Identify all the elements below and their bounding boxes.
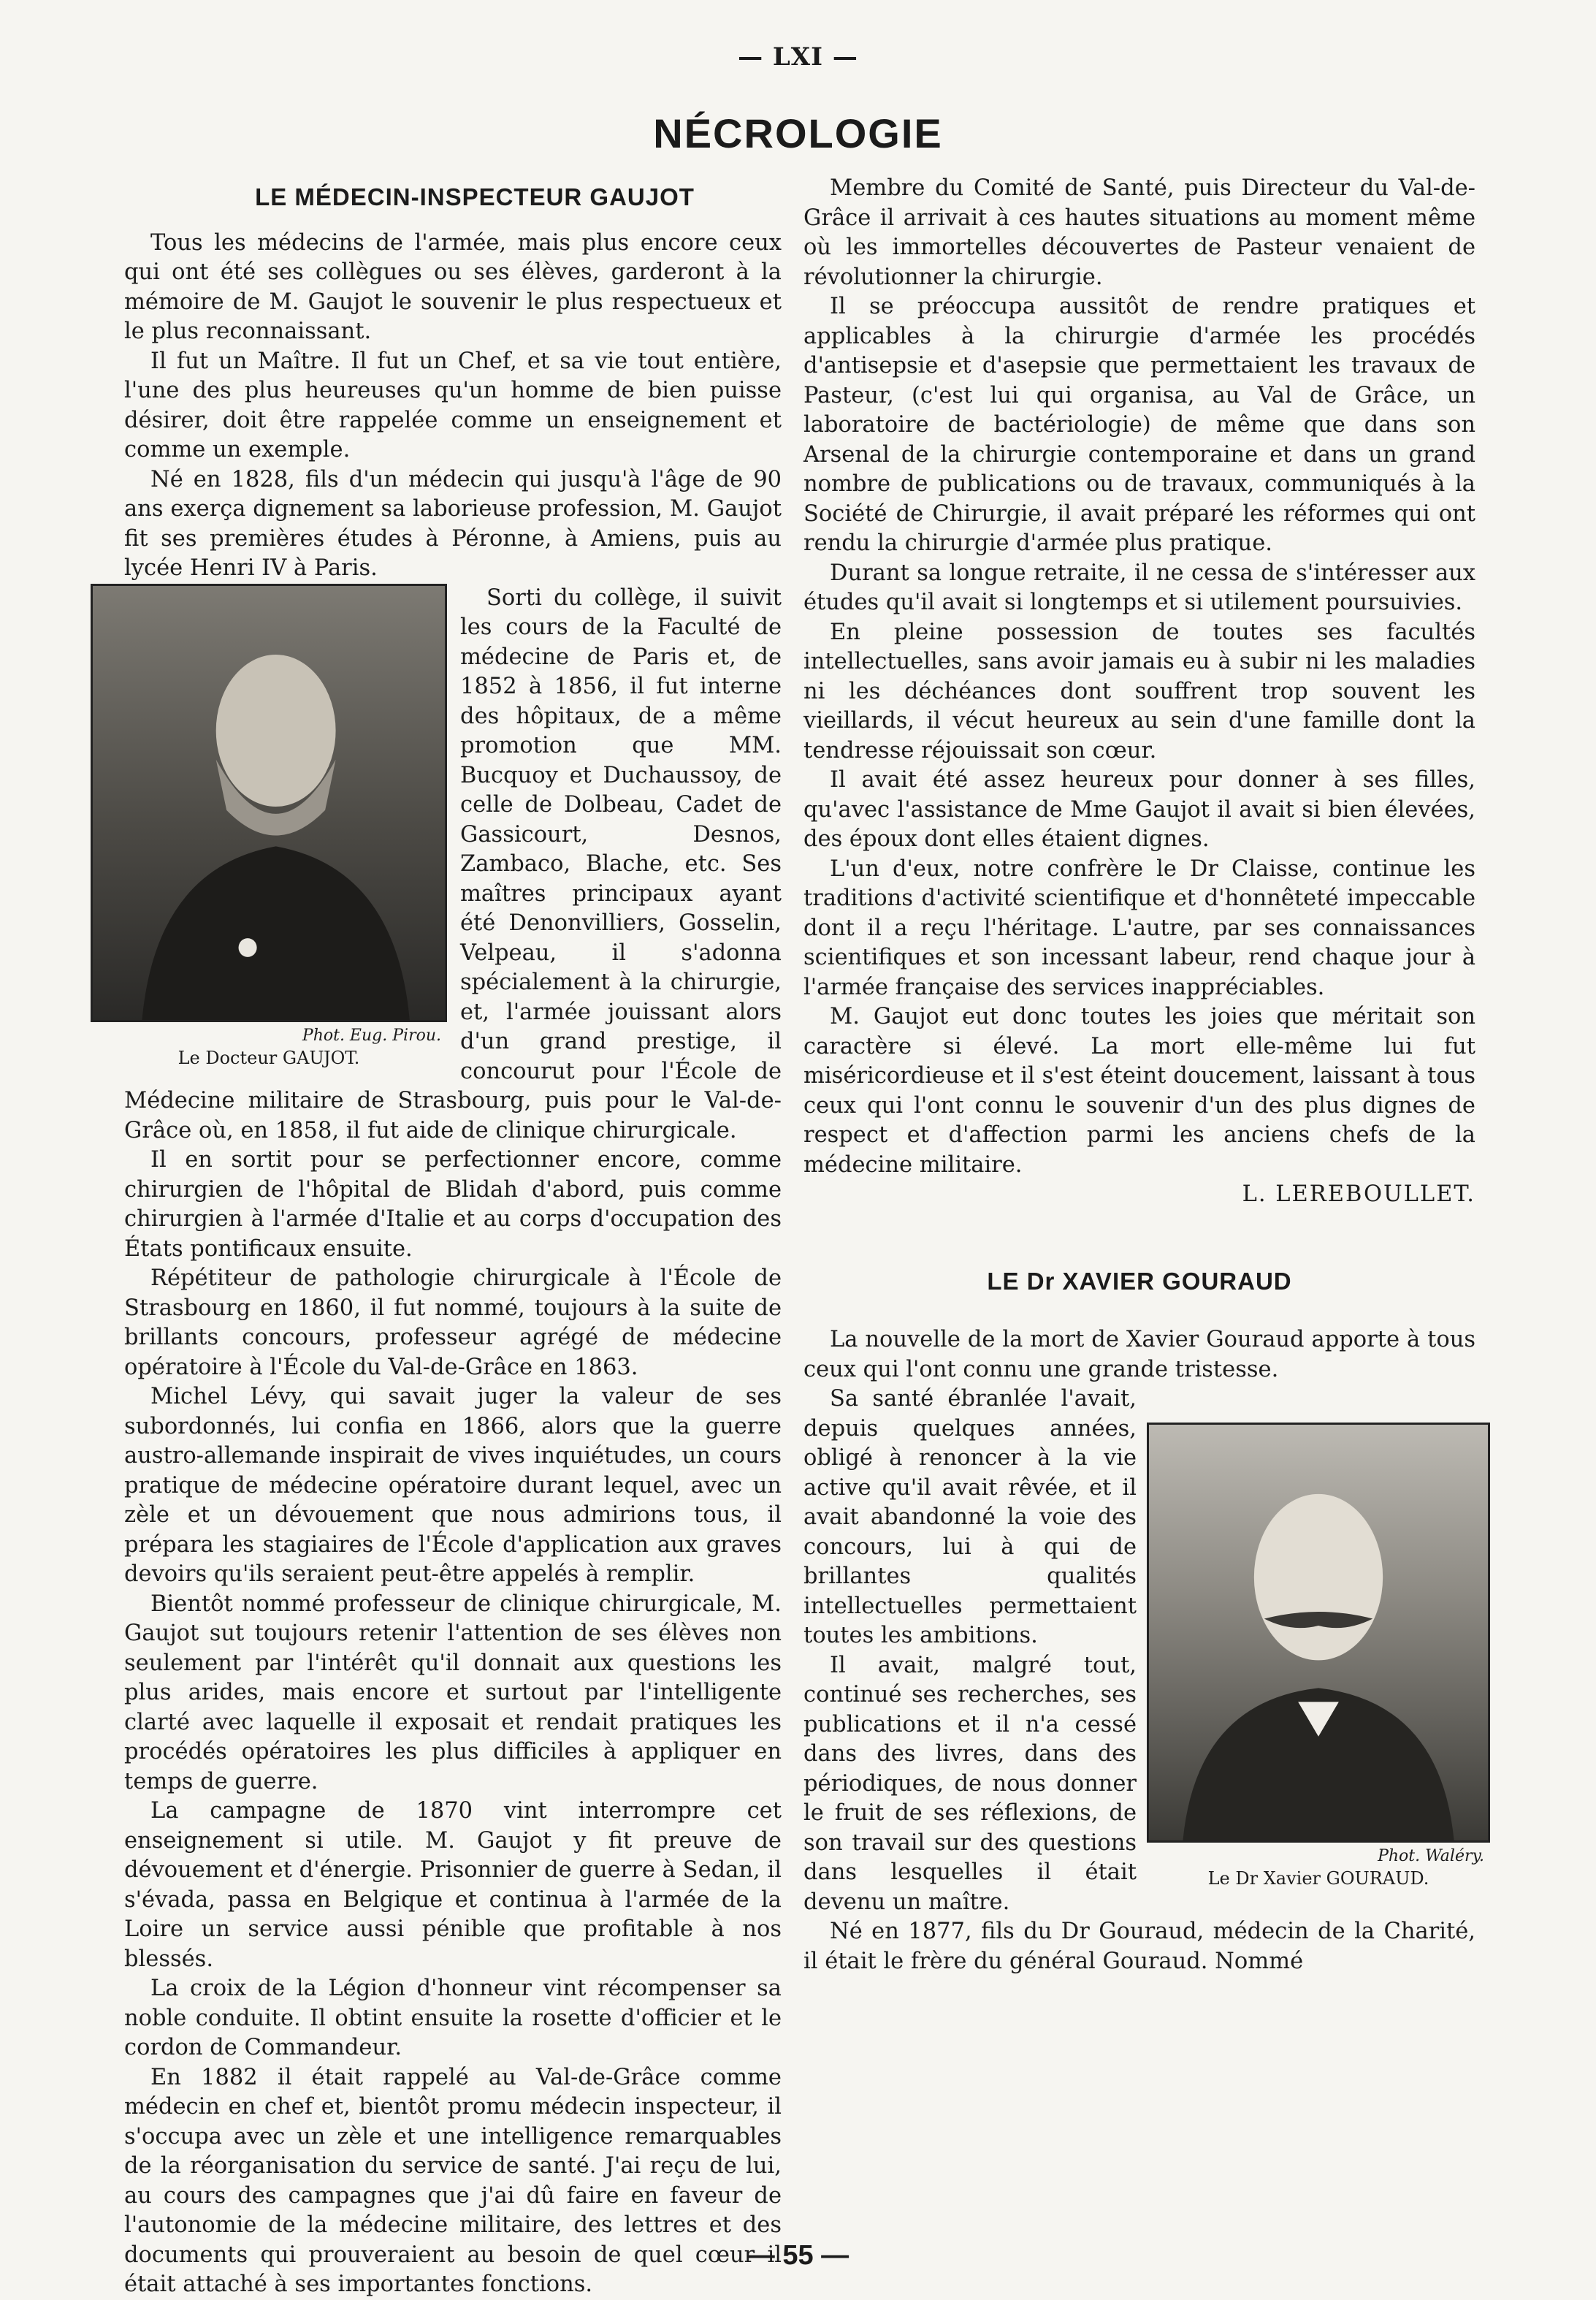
article1-title: LE MÉDECIN-INSPECTEUR GAUJOT	[255, 183, 695, 210]
paragraph: M. Gaujot eut donc toutes les joies que méritait son caractère si élevé. La mort elle-même lui fut miséricordieuse et il s'est éteint doucement, laissant à tous ceux qui l'ont connu le souvenir d'un des plus dignes de respect et d'affection parmi les anciens chefs de la médecine militaire.	[803, 1004, 1475, 1178]
paragraph: Sa santé ébranlée l'avait, depuis quelques années, obligé à renoncer à la vie active qu'il avait rêvée, et il avait abandonné la voie des concours, lui à qui de brillantes qualités intellectuelles permettaient toutes les ambitions.	[803, 1386, 1137, 1648]
paragraph: La campagne de 1870 vint interrompre cet enseignement si utile. M. Gaujot y fit preuve de dévouement et d'énergie. Prisonnier de guerre à Sedan, il s'évada, passa en Belgique et continua à l'armée de la Loire un service aussi pénible que profitable à nos blessés.	[124, 1798, 782, 1972]
gaujot-portrait-photo	[91, 584, 447, 1022]
paragraph: En 1882 il était rappelé au Val-de-Grâce comme médecin en chef et, bientôt promu médecin inspecteur, il s'occupa avec un zèle et une intelligence remarquables de la réorganisation du service de santé. J'ai reçu de lui, au cours des campagnes que j'ai dû faire en faveur de l'autonomie de la médecine militaire, des lettres et des documents qui prouveraient au besoin de quel cœur il était attaché à ses importantes fonctions.	[124, 2064, 782, 2297]
photo-caption: Le Docteur GAUJOT.	[177, 1047, 360, 1068]
paragraph: La nouvelle de la mort de Xavier Gouraud apporte à tous ceux qui l'ont connu une grande tristesse.	[803, 1327, 1475, 1382]
paragraph: Il avait été assez heureux pour donner à ses filles, qu'avec l'assistance de Mme Gaujot il avait si bien élevées, des époux dont elles étaient dignes.	[803, 767, 1475, 852]
paragraph: Il fut un Maître. Il fut un Chef, et sa vie tout entière, l'une des plus heureuses qu'un homme de bien puisse désirer, doit être rappelée comme un enseignement et comme un exemple.	[124, 348, 782, 462]
portrait-silhouette-icon	[1149, 1425, 1488, 1840]
right-column	[803, 174, 1484, 1976]
paragraph: Sorti du collège, il suivit les cours de la Faculté de médecine de Paris et, de 1852 à 1856, il fut interne des hôpitaux, de a même promotion que MM. Bucquoy et Duchaussoy, de celle de Dolbeau, Cadet de Gassicourt, Desnos, Zambaco, Blache, etc. Ses maîtres principaux ayant été Denonvilliers, Gosselin, Velpeau, il s'adonna spécialement à la chirurgie, et, l'armée jouissant alors d'un grand prestige, il concourut pour l'École de Médecine militaire de Strasbourg, puis pour le Val-de-Grâce où, en 1858, il fut aide de clinique chirurgicale.	[124, 584, 782, 1143]
paragraph: Bientôt nommé professeur de clinique chirurgicale, M. Gaujot sut toujours retenir l'attention de ses élèves non seulement par l'intérêt qu'il donnait aux questions les plus arides, mais encore et surtout par l'intelligente clarté avec laquelle il exposait et rendait pratiques les procédés opératoires les plus difficiles à appliquer en temps de guerre.	[124, 1591, 782, 1794]
photo-credit: Phot. Eug. Pirou.	[302, 1026, 441, 1045]
gouraud-portrait-photo	[1147, 1423, 1490, 1843]
paragraph: Il se préoccupa aussitôt de rendre pratiques et applicables à la chirurgie d'armée les procédés d'antisepsie et d'asepsie que permettaient les travaux de Pasteur, (c'est lui qui organisa, au Val de Grâce, un laboratoire de bactériologie) de même que dans son Arsenal de la chirurgie contemporaine et dans un grand nombre de publications ou de travaux, communiqués à la Société de Chirurgie, il avait préparé les réformes qui ont rendu la chirurgie d'armée plus pratique.	[803, 294, 1475, 556]
paragraph: Durant sa longue retraite, il ne cessa de s'intéresser aux études qu'il avait si longtemps et si utilement poursuivies.	[803, 560, 1475, 615]
paragraph: Il avait, malgré tout, continué ses recherches, ses publications et il n'a cessé dans des livres, dans des périodiques, de nous donner le fruit de ses réflexions, de son travail sur des questions dans lesquelles il était devenu un maître.	[803, 1652, 1137, 1915]
photo-credit: Phot. Waléry.	[1378, 1847, 1484, 1865]
paragraph: Tous les médecins de l'armée, mais plus encore ceux qui ont été ses collègues ou ses élèves, garderont à la mémoire de M. Gaujot le souvenir le plus respectueux et le plus reconnaissant.	[124, 229, 782, 344]
paragraph: L'un d'eux, notre confrère le Dr Claisse, continue les traditions d'activité scientifique et d'honnêteté impeccable dont il a reçu l'héritage. L'autre, par ses connaissances scientifiques et son incessant labeur, rend chaque jour à l'armée française des services inappréciables.	[803, 856, 1475, 1000]
article2-title: LE Dr XAVIER GOURAUD	[987, 1267, 1292, 1295]
paragraph: Il en sortit pour se perfectionner encore, comme chirurgien de l'hôpital de Blidah d'abord, puis comme chirurgien à l'armée d'Italie et au corps d'occupation des États pontificaux ensuite.	[124, 1147, 782, 1262]
portrait-silhouette-icon	[93, 586, 445, 1020]
section-title: NÉCROLOGIE	[653, 110, 943, 156]
paragraph: Né en 1828, fils d'un médecin qui jusqu'à l'âge de 90 ans exerça dignement sa laborieuse profession, M. Gaujot fit ses premières études à Péronne, à Amiens, puis au lycée Henri IV à Paris.	[124, 466, 782, 581]
photo-caption: Le Dr Xavier GOURAUD.	[1207, 1868, 1429, 1889]
paragraph: Membre du Comité de Santé, puis Directeur du Val-de-Grâce il arrivait à ces hautes situations au moment même où les immortelles découvertes de Pasteur venaient de révolutionner la chirurgie.	[803, 175, 1475, 290]
paragraph: En pleine possession de toutes ses facultés intellectuelles, sans avoir jamais eu à subir ni les maladies ni les déchéances dont souffrent trop souvent les vieillards, il vécut heureux au sein d'une famille dont la tendresse réjouissait son cœur.	[803, 619, 1475, 764]
gouraud-figure	[1147, 1423, 1490, 1889]
article1-signature: L. LEREBOULLET.	[1242, 1181, 1475, 1207]
left-column	[124, 174, 782, 2300]
page-number-roman: — LXI —	[738, 42, 858, 72]
paragraph: Répétiteur de pathologie chirurgicale à l'École de Strasbourg en 1860, il fut nommé, toujours à la suite de brillants concours, professeur agrégé de médecine opératoire à l'École du Val-de-Grâce en 1863.	[124, 1265, 782, 1380]
paragraph: Né en 1877, fils du Dr Gouraud, médecin de la Charité, il était le frère du général Gouraud. Nommé	[803, 1919, 1475, 1974]
paragraph: La croix de la Légion d'honneur vint récompenser sa noble conduite. Il obtint ensuite la rosette d'officier et le cordon de Commandeur.	[124, 1976, 782, 2060]
gaujot-figure	[91, 584, 447, 1069]
page-number: — 55 —	[747, 2240, 849, 2271]
paragraph: Michel Lévy, qui savait juger la valeur de ses subordonnés, lui confia en 1866, alors que la guerre austro-allemande inspirait de vives inquiétudes, un cours pratique de médecine opératoire durant lequel, avec un zèle et un dévouement que nous admirions tous, il prépara les stagiaires de l'École d'application aux graves devoirs qu'ils seraient peut-être appelés à remplir.	[124, 1384, 782, 1587]
